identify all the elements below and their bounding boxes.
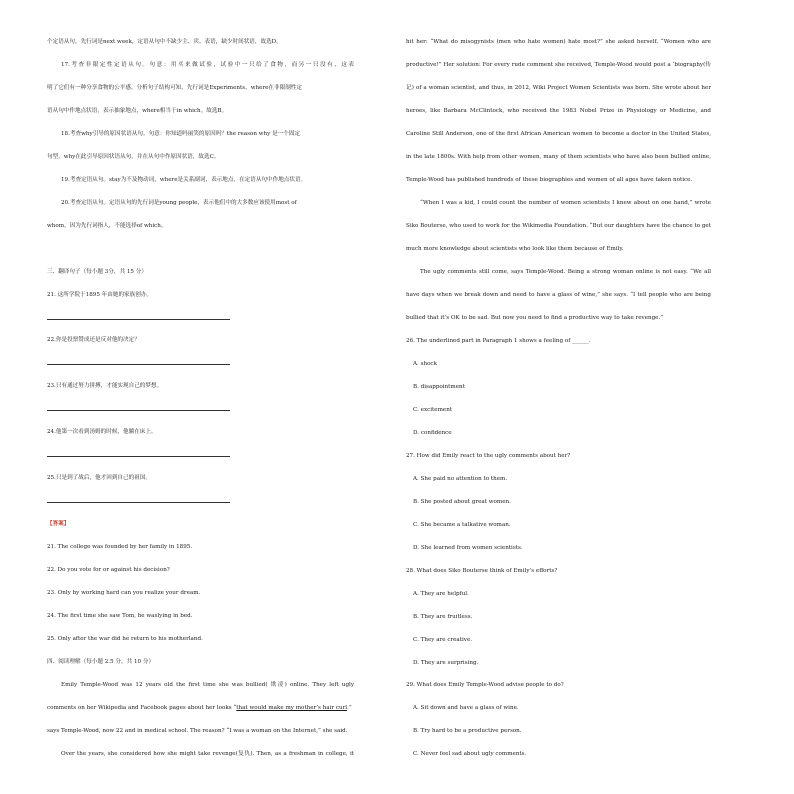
question-27-option-c: C. She became a talkative woman. (413, 522, 511, 528)
para-3-line-3: bullied that it’s OK to be sad. But now you need to find a productive way to take revenge.” (406, 315, 664, 321)
question-27-option-d: D. She learned from women scientists. (413, 545, 523, 551)
underlined-phrase: that would make my mother’s hair curl (236, 705, 348, 711)
passage-cont-line-3: 记) of a woman scientist, and thus, in 2012, Wiki Project Women Scientists was born. She wrote about her (406, 85, 711, 91)
passage-cont-line-1: hit her: “What do misogynists (men who hate women) hate most?” she asked herself. “Women who are (406, 39, 711, 45)
passage-line-4: Over the years, she considered how she might take revenge(复仇). Then, as a freshman in college, it (61, 751, 354, 757)
translation-question-23: 23.只有通过努力拼搏，才能实现自己的梦想。 (47, 383, 163, 389)
para-3-line-1: The ugly comments still come, says Temple-Wood. Being a strong woman online is not easy. “We all (420, 269, 711, 275)
translation-question-25: 25.只是到了战后，他才回到自己的祖国。 (47, 475, 151, 481)
answer-line-23 (47, 410, 230, 411)
explanation-17-line-2: 明了它们有一种分享食物的公平感。分析句子结构可知，先行词是Experiments，where在非限制性定 (47, 85, 302, 91)
explanation-18-line-1: 18.考查why引导的原因状语从句。句意：你知道吗丽笑的原因吗？the reason why 是一个固定 (61, 131, 301, 137)
explanation-19: 19.考查定语从句。stay为不及物动词，where是关系副词，表示地点，在定语从句中作地点状语。 (61, 177, 307, 183)
para-2-line-3: much more knowledge about scientists who look like them because of Emily. (406, 246, 624, 252)
question-26-option-d: D. confidence (413, 430, 452, 436)
question-26-option-c: C. excitement (413, 407, 453, 413)
question-29-option-c: C. Never feel sad about ugly comments. (413, 751, 527, 757)
answer-line-25 (47, 502, 230, 503)
question-27-stem: 27. How did Emily react to the ugly comments about her? (406, 453, 571, 459)
passage-cont-line-4: heroes, like Barbara McClintock, who received the 1983 Nobel Prize in Physiology or Medicine, and (406, 108, 711, 114)
explanation-20-line-1: 20.考查定语从句。定语从句的先行词是young people，表示他们中的大多数应该使用most of (61, 200, 297, 206)
question-28-option-c: C. They are creative. (413, 637, 473, 643)
explanation-17-line-1: 17.考查非限定性定语从句。句意：用买来做试验，试验中一只给了食物，而另一只没有，这表 (61, 62, 354, 68)
translation-question-22: 22.你是投票赞成还是反对他的决定？ (47, 337, 140, 343)
question-29-option-a: A. Sit down and have a glass of wine. (413, 705, 519, 711)
question-28-stem: 28. What does Siko Bouterse think of Emily’s efforts? (406, 568, 558, 574)
question-28-option-b: B. They are fruitless. (413, 614, 473, 620)
explanation-16-tail: 个定语从句，先行词是next week，定语从句中不缺少主、宾、表语，缺少时间状语，故选D。 (47, 39, 282, 45)
passage-line-2-start: comments on her Wikipedia and Facebook pages about her looks “ (47, 705, 237, 711)
answer-line-24 (47, 456, 230, 457)
question-28-option-d: D. They are surprising. (413, 660, 479, 666)
explanation-18-line-2: 句型，why在此引导原因状语从句，并在从句中作原因状语，故选C。 (47, 154, 220, 160)
passage-cont-line-2: productive!” Her solution: For every rude comment she received, Temple-Wood would post a ‘biography(传 (406, 62, 711, 68)
translation-question-24: 24.他第一次看到汤姆的时候，他躺在床上。 (47, 429, 157, 435)
answer-24: 24. The first time she saw Tom, he waslying in bed. (47, 613, 193, 619)
section-3-title: 三、翻译句子（每小题 3分，共 15 分） (47, 269, 147, 275)
answer-line-22 (47, 364, 230, 365)
question-26-stem: 26. The underlined part in Paragraph 1 shows a feeling of ______. (406, 338, 591, 344)
question-27-option-b: B. She posted about great women. (413, 499, 511, 505)
explanation-17-line-3: 语从句中作地点状语，表示抽象地点，where相当于in which。故选B。 (47, 108, 228, 114)
explanation-20-line-2: whom，因为先行词指人，不能选择of which。 (47, 223, 167, 229)
para-3-line-2: have days when we break down and need to have a glass of wine,” she says. “I tell people who are being (406, 292, 711, 298)
answer-25: 25. Only after the war did he return to his motherland. (47, 636, 203, 642)
answer-line-21 (47, 319, 230, 320)
passage-line-3: says Temple-Wood, now 22 and in medical school. The reason? “I was a woman on the Internet,” she said. (47, 728, 348, 734)
question-28-option-a: A. They are helpful. (413, 591, 469, 597)
answer-21: 21. The college was founded by her family in 1895. (47, 544, 193, 550)
passage-line-2-end: .” (347, 705, 352, 711)
section-4-title: 四、阅读理解（每小题 2.5 分，共 10 分） (47, 659, 155, 665)
question-27-option-a: A. She paid no attention to them. (413, 476, 508, 482)
question-29-stem: 29. What does Emily Temple-Wood advise people to do? (406, 682, 564, 688)
question-29-option-b: B. Try hard to be a productive person. (413, 728, 522, 734)
answer-22: 22. Do you vote for or against his decision? (47, 567, 170, 573)
passage-cont-line-6: in the late 1800s. With help from other women, many of them scientists who have also been bullied online, (406, 154, 711, 160)
question-26-option-a: A. shock (413, 361, 437, 367)
passage-line-1: Emily Temple-Wood was 12 years old the first time she was bullied( 欺凌) online. They left ugly (61, 682, 354, 688)
answer-23: 23. Only by working hard can you realize your dream. (47, 590, 201, 596)
passage-cont-line-5: Caroline Still Anderson, one of the first African American women to become a doctor in the United States, (406, 131, 711, 137)
passage-cont-line-7: Temple-Wood has published hundreds of these biographies and women of all ages have taken notice. (406, 177, 693, 183)
question-26-option-b: B. disappointment (413, 384, 465, 390)
para-2-line-1: “When I was a kid, I could count the number of women scientists I knew about on one hand,” wrote (420, 200, 711, 206)
translation-question-21: 21. 这所学院于1895 年由她的家族创办。 (47, 292, 153, 298)
passage-line-2 (47, 704, 354, 712)
answer-label: 【答案】 (47, 521, 70, 527)
para-2-line-2: Siko Bouterse, who used to work for the Wikimedia Foundation. “But our daughters have the chance to get (406, 223, 711, 229)
